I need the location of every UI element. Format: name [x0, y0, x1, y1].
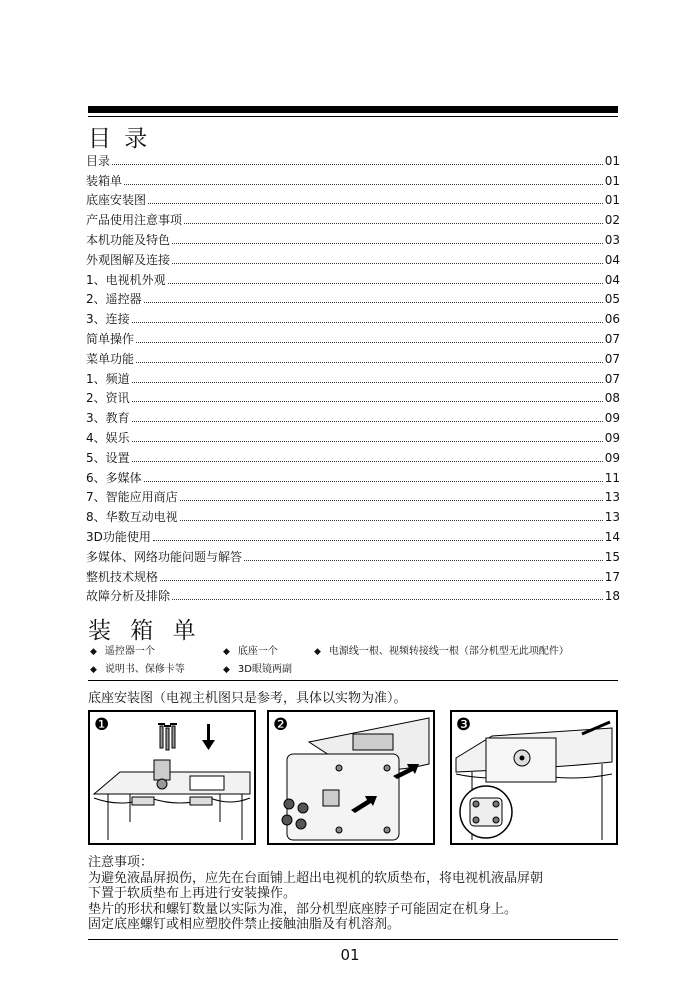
toc-entry[interactable]	[86, 247, 620, 267]
notes-line: 为避免液晶屏损伤，应先在台面铺上超出电视机的软质垫布，将电视机液晶屏朝	[88, 870, 544, 886]
toc-entry-page: 03	[604, 232, 620, 247]
toc-entry-page: 18	[604, 589, 620, 604]
toc-entry[interactable]	[86, 504, 620, 524]
packing-list	[88, 642, 618, 678]
section-divider	[88, 680, 618, 681]
toc-entry-title: 8、华数互动电视	[86, 510, 178, 525]
toc-entry[interactable]	[86, 425, 620, 445]
toc-entry-page: 15	[604, 549, 620, 564]
toc-entry-page: 04	[604, 252, 620, 267]
toc-entry-page: 17	[604, 569, 620, 584]
toc-entry[interactable]	[86, 485, 620, 505]
toc-heading: 目 录	[88, 126, 151, 152]
toc-entry-page: 13	[604, 510, 620, 525]
toc-entry[interactable]	[86, 564, 620, 584]
toc-entry[interactable]	[86, 188, 620, 208]
toc-entry-title: 整机技术规格	[86, 569, 159, 584]
toc-entry[interactable]	[86, 287, 620, 307]
install-caption: 底座安装图（电视主机图只是参考，具体以实物为准）。	[88, 691, 407, 706]
toc-entry-title: 7、智能应用商店	[86, 490, 178, 505]
toc-entry-title: 5、设置	[86, 450, 130, 465]
toc-entry[interactable]	[86, 227, 620, 247]
toc-entry[interactable]	[86, 544, 620, 564]
page-number: 01	[340, 946, 360, 964]
toc-entry[interactable]	[86, 584, 620, 604]
toc-entry[interactable]	[86, 267, 620, 287]
toc-entry-page: 13	[604, 490, 620, 505]
toc-leader-dots	[180, 519, 603, 521]
header-rule-thin	[88, 116, 618, 117]
install-step-2-figure	[267, 710, 435, 845]
toc-entry[interactable]	[86, 445, 620, 465]
toc-entry[interactable]	[86, 207, 620, 227]
toc-entry-page: 06	[604, 312, 620, 327]
packing-item: ◆ 电源线一根、视频转接线一根（部分机型无此项配件）	[314, 646, 569, 657]
toc-entry-title: 3、连接	[86, 312, 130, 327]
packing-item: ◆ 底座一个	[223, 646, 278, 657]
toc-leader-dots	[132, 420, 603, 422]
step-1-marker: ❶	[94, 715, 110, 735]
screws	[158, 724, 177, 750]
toc-entry[interactable]	[86, 366, 620, 386]
stand-attached	[486, 738, 556, 782]
toc-leader-dots	[112, 163, 603, 165]
toc-entry-page: 09	[604, 411, 620, 426]
toc-entry-title: 外观图解及连接	[86, 252, 171, 267]
toc-entry-title: 2、资讯	[86, 391, 130, 406]
notes-line: 固定底座螺钉或相应塑胶件禁止接触油脂及有机溶剂。	[88, 917, 401, 932]
toc-entry-title: 6、多媒体	[86, 470, 142, 485]
toc-leader-dots	[153, 539, 603, 541]
toc-leader-dots	[132, 400, 603, 402]
toc-entry-page: 01	[604, 173, 620, 188]
toc-entry-title: 1、电视机外观	[86, 272, 166, 287]
toc-leader-dots	[132, 381, 603, 383]
toc-entry-title: 装箱单	[86, 173, 123, 188]
toc-entry-title: 简单操作	[86, 331, 135, 346]
toc-leader-dots	[172, 598, 603, 600]
toc-entry-title: 1、频道	[86, 371, 130, 386]
toc-entry-page: 11	[604, 470, 620, 485]
toc-leader-dots	[136, 341, 603, 343]
toc-entry-page: 01	[604, 193, 620, 208]
toc-entry-page: 09	[604, 450, 620, 465]
notes-title: 注意事项：	[88, 855, 154, 870]
down-arrow-icon	[202, 724, 215, 750]
toc-entry[interactable]	[86, 168, 620, 188]
toc-entry-title: 产品使用注意事项	[86, 213, 183, 228]
toc-entry-title: 本机功能及特色	[86, 232, 171, 247]
packing-heading: 装 箱 单	[88, 618, 202, 644]
toc-leader-dots	[136, 361, 603, 363]
toc-leader-dots	[172, 242, 603, 244]
toc-leader-dots	[180, 499, 603, 501]
toc-leader-dots	[144, 480, 603, 482]
toc-entry-title: 4、娱乐	[86, 430, 130, 445]
toc-entry-page: 02	[604, 213, 620, 228]
step-2-marker: ❷	[273, 715, 289, 735]
footer-rule	[88, 939, 618, 940]
packing-item: ◆ 遥控器一个	[90, 646, 155, 657]
toc-entry-title: 多媒体、网络功能问题与解答	[86, 549, 243, 564]
toc-leader-dots	[124, 183, 603, 185]
table-of-contents	[86, 148, 620, 603]
toc-entry-page: 08	[604, 391, 620, 406]
toc-leader-dots	[132, 321, 603, 323]
notes-section	[88, 855, 622, 933]
toc-leader-dots	[144, 301, 603, 303]
toc-entry-page: 09	[604, 430, 620, 445]
toc-entry-page: 14	[604, 529, 620, 544]
toc-leader-dots	[132, 440, 603, 442]
toc-leader-dots	[148, 202, 603, 204]
toc-entry[interactable]	[86, 524, 620, 544]
step-3-marker: ❸	[456, 715, 472, 735]
packing-item: ◆ 3D眼镜两副	[223, 664, 292, 675]
toc-entry-page: 04	[604, 272, 620, 287]
notes-line: 下置于软质垫布上再进行安装操作。	[88, 886, 297, 901]
install-step-1-figure	[88, 710, 256, 845]
toc-leader-dots	[160, 579, 603, 581]
header-rule-thick	[88, 106, 618, 113]
toc-entry[interactable]	[86, 306, 620, 326]
toc-entry-page: 05	[604, 292, 620, 307]
notes-line: 垫片的形状和螺钉数量以实际为准，部分机型底座脖子可能固定在机身上。	[88, 901, 518, 917]
toc-entry-title: 3D功能使用	[86, 529, 151, 544]
install-step-3-figure	[450, 710, 618, 845]
toc-entry-title: 菜单功能	[86, 351, 135, 366]
toc-entry[interactable]	[86, 346, 620, 366]
toc-entry-title: 3、教育	[86, 411, 130, 426]
toc-entry-title: 故障分析及排除	[86, 589, 171, 604]
toc-leader-dots	[168, 282, 603, 284]
toc-leader-dots	[244, 559, 603, 561]
toc-entry[interactable]	[86, 326, 620, 346]
toc-leader-dots	[132, 460, 603, 462]
toc-entry-title: 目录	[86, 153, 111, 168]
toc-entry-page: 07	[604, 331, 620, 346]
toc-entry-title: 2、遥控器	[86, 292, 142, 307]
toc-entry-title: 底座安装图	[86, 193, 147, 208]
toc-leader-dots	[172, 262, 603, 264]
tv-back-panel	[94, 772, 250, 840]
toc-entry-page: 07	[604, 371, 620, 386]
toc-entry-page: 07	[604, 351, 620, 366]
toc-entry[interactable]	[86, 148, 620, 168]
zoom-detail-circle	[460, 786, 512, 838]
packing-item: ◆ 说明书、保修卡等	[90, 664, 185, 675]
toc-entry-page: 01	[604, 153, 620, 168]
toc-entry[interactable]	[86, 386, 620, 406]
toc-entry[interactable]	[86, 465, 620, 485]
toc-leader-dots	[184, 222, 603, 224]
toc-entry[interactable]	[86, 405, 620, 425]
